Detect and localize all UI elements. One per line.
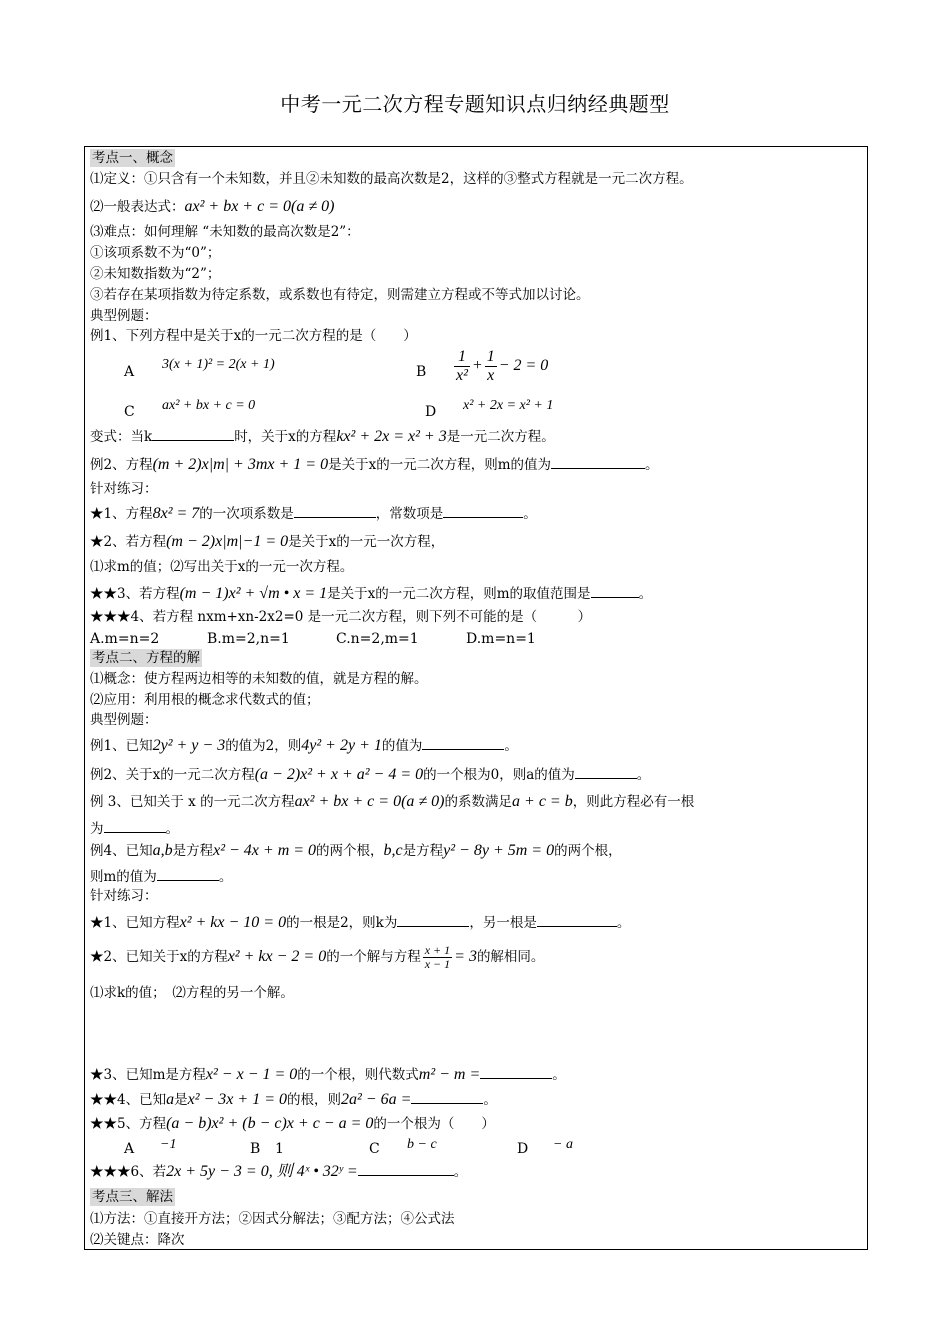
p5-option-a-label: A: [124, 1141, 135, 1157]
section-3-heading: 考点三、解法: [92, 1189, 173, 1205]
practice-3: ★★3、若方程(m − 1)x² + √m • x = 1是关于x的一元二次方程，则m的取值范围是 。: [90, 585, 653, 602]
ex1-option-a-label: A: [124, 364, 135, 380]
s2-practice-4: ★★4、已知a是x² − 3x + 1 = 0的根，则2a² − 6a = 。: [90, 1091, 497, 1108]
answer-blank[interactable]: [152, 428, 234, 441]
s2-examples-label: 典型例题：: [90, 712, 158, 728]
s1-point-2: ②未知数指数为“2”；: [90, 266, 221, 282]
s2-practice-3: ★3、已知m是方程x² − x − 1 = 0的一个根，则代数式m² − m = 。: [90, 1066, 566, 1083]
practice-2-sub: ⑴求m的值；⑵写出关于x的一元一次方程。: [90, 559, 354, 575]
answer-blank[interactable]: [591, 585, 639, 598]
answer-blank[interactable]: [411, 1091, 483, 1104]
answer-blank[interactable]: [358, 1163, 454, 1176]
s1-point-1: ①该项系数不为“0”；: [90, 245, 221, 261]
answer-blank[interactable]: [157, 868, 219, 881]
answer-blank[interactable]: [397, 914, 469, 927]
p5-option-c: b − c: [407, 1137, 437, 1152]
answer-blank[interactable]: [575, 766, 637, 779]
s1-practice-label: 针对练习：: [90, 481, 158, 497]
s3-key-point: ⑵关键点：降次: [90, 1232, 185, 1248]
p5-option-b: 1: [275, 1141, 284, 1157]
p5-option-a: −1: [160, 1137, 177, 1152]
answer-blank[interactable]: [480, 1066, 552, 1079]
practice-4: ★★★4、若方程 nxm+xn-2x2=0 是一元二次方程，则下列不可能的是（ ）: [90, 609, 592, 625]
s2-practice-2: ★2、已知关于x的方程x² + kx − 2 = 0的一个解与方程 $\frac{x + 1}{x - 1}$ = 3的解相同。: [90, 943, 545, 972]
s1-point-3: ③若存在某项指数为待定系数，或系数也有待定，则需建立方程或不等式加以讨论。: [90, 287, 590, 303]
p5-option-c-label: C: [369, 1141, 380, 1157]
ex1-option-b-label: B: [416, 364, 427, 380]
s2-example-4: 例4、已知a,b是方程x² − 4x + m = 0的两个根，b,c是方程y² − 8y + 5m = 0的两个根，: [90, 842, 622, 859]
section-1-heading: 考点一、概念: [92, 150, 173, 166]
s2-example-1: 例1、已知2y² + y − 3的值为2，则4y² + 2y + 1的值为 。: [90, 737, 518, 754]
answer-blank[interactable]: [551, 456, 645, 469]
s2-application: ⑵应用：利用根的概念求代数式的值；: [90, 692, 320, 708]
s1-general-form: ⑵一般表达式：ax² + bx + c = 0(a ≠ 0): [90, 198, 335, 215]
ex1-option-a: 3(x + 1)² = 2(x + 1): [162, 357, 275, 372]
answer-blank[interactable]: [104, 820, 166, 833]
s2-practice-label: 针对练习：: [90, 888, 158, 904]
s2-example-3-cont: 为 。: [90, 821, 179, 837]
s1-examples-label: 典型例题：: [90, 308, 158, 324]
ex1-option-d-label: D: [425, 404, 437, 420]
s3-method: ⑴方法：①直接开方法；②因式分解法；③配方法；④公式法: [90, 1211, 455, 1227]
page-title: 中考一元二次方程专题知识点归纳经典题型: [280, 92, 670, 116]
s2-example-3: 例 3、已知关于 x 的一元二次方程ax² + bx + c = 0(a ≠ 0)的系数满足a + c = b，则此方程必有一根: [90, 793, 695, 810]
p5-option-d: − a: [553, 1137, 573, 1152]
s2-practice-5: ★★5、方程(a − b)x² + (b − c)x + c − a = 0的一个根为（ ）: [90, 1115, 495, 1132]
s1-definition: ⑴定义：①只含有一个未知数，并且②未知数的最高次数是2，这样的③整式方程就是一元二次方程。: [90, 171, 693, 187]
example-1: 例1、下列方程中是关于x的一元二次方程的是（ ）: [90, 328, 417, 344]
ex1-option-d: x² + 2x = x² + 1: [463, 398, 554, 413]
p5-option-d-label: D: [517, 1141, 529, 1157]
ex1-option-c-label: C: [124, 404, 135, 420]
practice-1: ★1、方程8x² = 7的一次项系数是 ，常数项是 。: [90, 505, 537, 522]
q4-option-c: C.n=2,m=1: [336, 631, 419, 647]
answer-blank[interactable]: [537, 914, 617, 927]
section-2-heading: 考点二、方程的解: [92, 650, 200, 666]
p5-option-b-label: B: [250, 1141, 261, 1157]
practice-2: ★2、若方程(m − 2)x|m|−1 = 0是关于x的一元一次方程，: [90, 533, 445, 550]
s2-example-4-cont: 则m的值为 。: [90, 869, 233, 885]
s2-example-2: 例2、关于x的一元二次方程(a − 2)x² + x + a² − 4 = 0的一个根为0，则a的值为 。: [90, 766, 651, 783]
s2-practice-2-sub: ⑴求k的值； ⑵方程的另一个解。: [90, 985, 294, 1001]
s2-practice-6: ★★★6、若2x + 5y − 3 = 0, 则 4ˣ • 32ʸ = 。: [90, 1163, 468, 1180]
q4-option-b: B.m=2,n=1: [207, 631, 290, 647]
answer-blank[interactable]: [294, 505, 376, 518]
q4-option-d: D.m=n=1: [466, 631, 536, 647]
answer-blank[interactable]: [422, 737, 504, 750]
s2-practice-1: ★1、已知方程x² + kx − 10 = 0的一根是2，则k为 ，另一根是 。: [90, 914, 631, 931]
ex1-option-c: ax² + bx + c = 0: [162, 398, 256, 413]
answer-blank[interactable]: [443, 505, 523, 518]
s2-concept: ⑴概念：使方程两边相等的未知数的值，就是方程的解。: [90, 671, 428, 687]
s1-difficulty: ⑶难点：如何理解 “未知数的最高次数是2”：: [90, 224, 360, 240]
ex1-option-b: $\frac{1}{\text{x²}}$ + $\frac{1}{x}$ − 2 = 0: [456, 348, 549, 384]
q4-option-a: A.m=n=2: [90, 631, 160, 647]
variant-question: 变式：当k 时，关于x的方程kx² + 2x = x² + 3是一元二次方程。: [90, 428, 555, 445]
example-2: 例2、方程(m + 2)x|m| + 3mx + 1 = 0是关于x的一元二次方程，则m的值为 。: [90, 456, 659, 473]
